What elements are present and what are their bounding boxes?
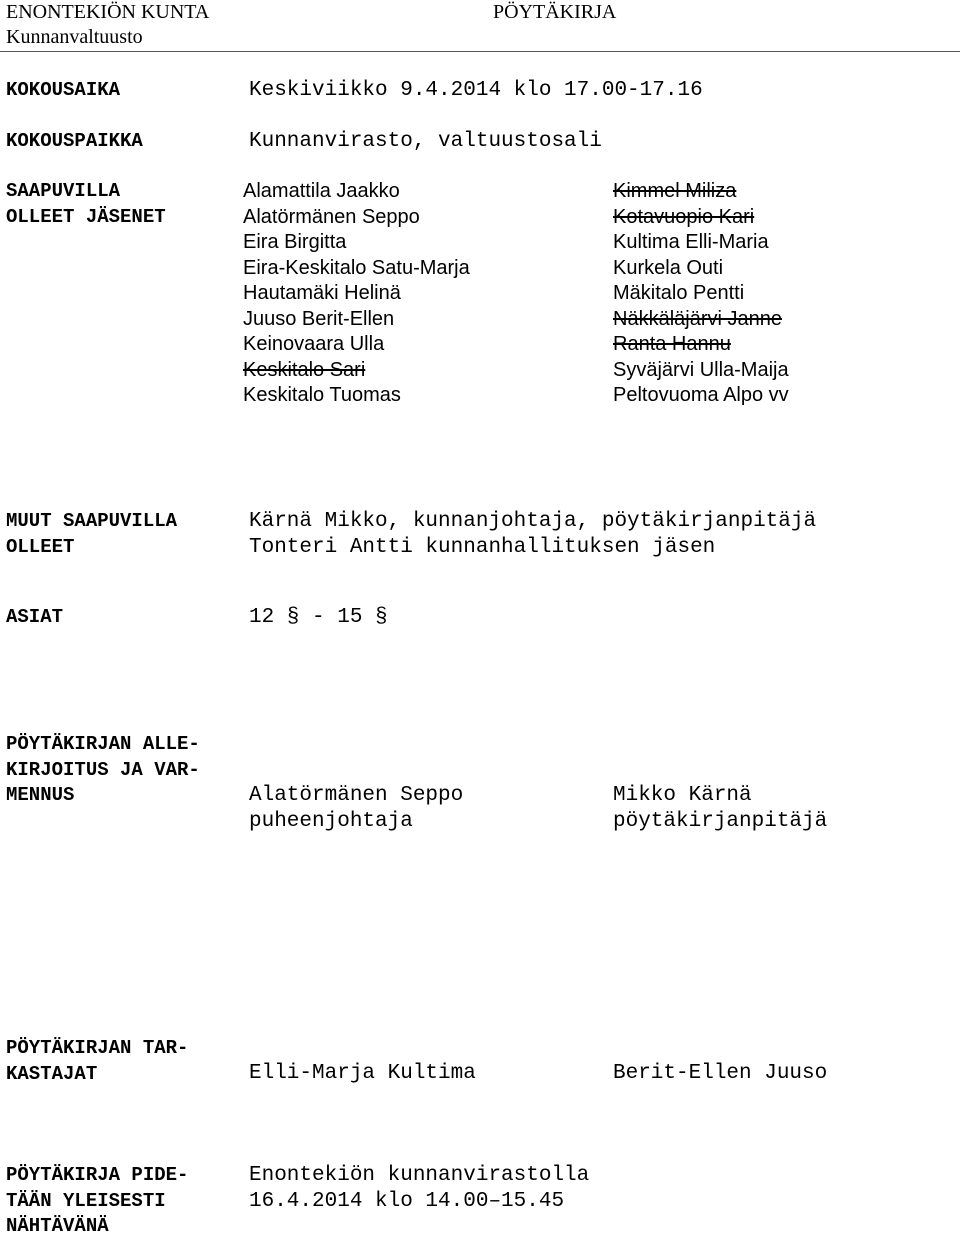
signing-label — [6, 732, 200, 809]
attendees-column-1 — [243, 179, 470, 409]
public-label-line2: TÄÄN YLEISESTI — [6, 1189, 166, 1212]
public-place: Enontekiön kunnanvirastolla — [249, 1164, 590, 1187]
attendee-name: Mäkitalo Pentti — [613, 282, 745, 304]
meeting-time-label: KOKOUSAIKA — [6, 79, 121, 101]
others-label — [6, 509, 177, 560]
attendee-name: Eira Birgitta — [243, 231, 347, 253]
signer-2-name: Mikko Kärnä — [613, 784, 752, 807]
signing-label-line3: MENNUS — [6, 784, 75, 806]
attendee-name: Keskitalo Tuomas — [243, 384, 401, 406]
attendees-label-line1: SAAPUVILLA — [6, 180, 121, 202]
signer-1 — [249, 783, 463, 834]
checker-2: Berit-Ellen Juuso — [613, 1062, 828, 1085]
attendee-name: Juuso Berit-Ellen — [243, 307, 395, 330]
meeting-place-label: KOKOUSPAIKKA — [6, 130, 143, 152]
others-list — [249, 509, 816, 560]
matters-value: 12 § - 15 § — [249, 606, 388, 629]
attendee-name: Alatörmänen Seppo — [243, 205, 420, 228]
signing-label-line1: PÖYTÄKIRJAN ALLE- — [6, 733, 200, 755]
others-line-1: Kärnä Mikko, kunnanjohtaja, pöytäkirjanpitäjä — [249, 510, 817, 533]
attendee-name: Hautamäki Helinä — [243, 282, 401, 304]
meeting-place-value: Kunnanvirasto, valtuustosali — [249, 130, 602, 153]
meeting-time-value: Keskiviikko 9.4.2014 klo 17.00-17.16 — [249, 79, 703, 102]
others-line-2: Tonteri Antti kunnanhallituksen jäsen — [249, 535, 716, 559]
others-label-line1: MUUT SAAPUVILLA — [6, 510, 178, 532]
signer-2 — [613, 783, 827, 834]
checkers-label — [6, 1036, 188, 1087]
attendee-name: Kultima Elli-Maria — [613, 231, 769, 253]
attendee-name: Kotavuopio Kari — [613, 205, 755, 228]
checker-1: Elli-Marja Kultima — [249, 1062, 476, 1085]
attendee-name: Keinovaara Ulla — [243, 333, 385, 355]
attendee-name: Kurkela Outi — [613, 256, 724, 279]
attendee-name: Peltovuoma Alpo vv — [613, 384, 789, 406]
attendee-name: Syväjärvi Ulla-Maija — [613, 358, 789, 381]
attendee-name: Ranta Hannu — [613, 333, 731, 355]
signing-label-line2: KIRJOITUS JA VAR- — [6, 758, 200, 781]
signer-1-role: puheenjohtaja — [249, 809, 413, 833]
attendee-name: Alamattila Jaakko — [243, 180, 400, 202]
public-label-line3: NÄHTÄVÄNÄ — [6, 1215, 109, 1237]
matters-label: ASIAT — [6, 606, 64, 628]
attendees-label — [6, 179, 166, 230]
public-time: 16.4.2014 klo 14.00–15.45 — [249, 1189, 565, 1213]
public-label — [6, 1163, 188, 1240]
council-name: Kunnanvaltuusto — [6, 26, 143, 48]
signer-1-name: Alatörmänen Seppo — [249, 784, 464, 807]
signer-2-role: pöytäkirjanpitäjä — [613, 809, 828, 833]
document-type: PÖYTÄKIRJA — [493, 1, 617, 23]
public-label-line1: PÖYTÄKIRJA PIDE- — [6, 1164, 189, 1186]
municipality-name: ENONTEKIÖN KUNTA — [6, 1, 210, 23]
attendee-name: Keskitalo Sari — [243, 358, 366, 381]
header-divider — [0, 51, 960, 52]
attendee-name: Näkkäläjärvi Janne — [613, 307, 782, 330]
attendee-name: Kimmel Miliza — [613, 180, 737, 202]
attendee-name: Eira-Keskitalo Satu-Marja — [243, 256, 470, 279]
checkers-label-line2: KASTAJAT — [6, 1062, 98, 1085]
public-display — [249, 1163, 589, 1214]
others-label-line2: OLLEET — [6, 535, 75, 558]
attendees-column-2 — [613, 179, 789, 409]
checkers-label-line1: PÖYTÄKIRJAN TAR- — [6, 1037, 189, 1059]
attendees-label-line2: OLLEET JÄSENET — [6, 205, 166, 228]
